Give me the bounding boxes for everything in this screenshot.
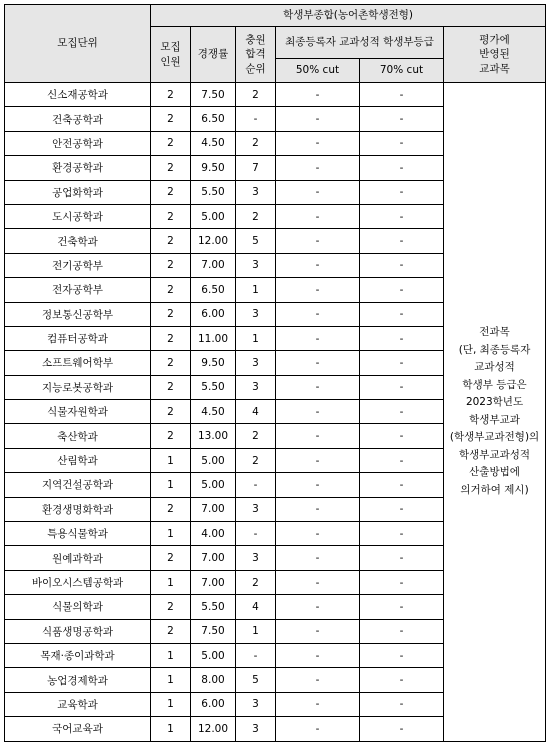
cut50-cell: -	[276, 570, 360, 594]
cut70-cell: -	[360, 570, 444, 594]
recruit-cell: 2	[151, 326, 191, 350]
rank-cell: -	[236, 522, 276, 546]
cut70-cell: -	[360, 424, 444, 448]
cut50-cell: -	[276, 131, 360, 155]
recruit-cell: 2	[151, 351, 191, 375]
unit-cell: 특용식물학과	[5, 522, 151, 546]
unit-cell: 소프트웨어학부	[5, 351, 151, 375]
rank-cell: 2	[236, 83, 276, 107]
unit-cell: 식물의학과	[5, 595, 151, 619]
recruit-cell: 1	[151, 473, 191, 497]
cut70-cell: -	[360, 717, 444, 741]
unit-cell: 교육학과	[5, 692, 151, 716]
cut50-cell: -	[276, 375, 360, 399]
recruit-cell: 2	[151, 83, 191, 107]
cut50-cell: -	[276, 253, 360, 277]
header-subjects-text: 평가에 반영된 교과목	[479, 34, 510, 75]
header-subjects	[444, 27, 546, 83]
ratio-cell: 5.00	[191, 448, 236, 472]
cut50-cell: -	[276, 424, 360, 448]
header-unit: 모집단위	[5, 5, 151, 83]
ratio-cell: 7.00	[191, 570, 236, 594]
cut50-cell: -	[276, 156, 360, 180]
cut70-cell: -	[360, 253, 444, 277]
cut50-cell: -	[276, 180, 360, 204]
ratio-cell: 5.00	[191, 204, 236, 228]
recruit-cell: 2	[151, 546, 191, 570]
cut70-cell: -	[360, 668, 444, 692]
ratio-cell: 7.50	[191, 83, 236, 107]
cut50-cell: -	[276, 619, 360, 643]
ratio-cell: 5.50	[191, 595, 236, 619]
cut70-cell: -	[360, 375, 444, 399]
unit-cell: 안전공학과	[5, 131, 151, 155]
ratio-cell: 7.50	[191, 619, 236, 643]
cut70-cell: -	[360, 302, 444, 326]
ratio-cell: 6.50	[191, 278, 236, 302]
unit-cell: 원예과학과	[5, 546, 151, 570]
cut50-cell: -	[276, 107, 360, 131]
cut70-cell: -	[360, 83, 444, 107]
cut50-cell: -	[276, 668, 360, 692]
recruit-cell: 2	[151, 375, 191, 399]
recruit-cell: 2	[151, 131, 191, 155]
rank-cell: 7	[236, 156, 276, 180]
cut50-cell: -	[276, 546, 360, 570]
header-recruit	[151, 27, 191, 83]
header-group: 학생부종합(농어촌학생전형)	[151, 5, 546, 27]
rank-cell: 5	[236, 668, 276, 692]
recruit-cell: 2	[151, 204, 191, 228]
recruit-cell: 2	[151, 278, 191, 302]
cut70-cell: -	[360, 156, 444, 180]
ratio-cell: 12.00	[191, 229, 236, 253]
cut50-cell: -	[276, 448, 360, 472]
recruit-cell: 2	[151, 302, 191, 326]
ratio-cell: 7.00	[191, 546, 236, 570]
rank-cell: 2	[236, 570, 276, 594]
header-cut70: 70% cut	[360, 59, 444, 83]
rank-cell: 5	[236, 229, 276, 253]
subjects-note	[444, 83, 546, 742]
ratio-cell: 5.00	[191, 643, 236, 667]
recruit-cell: 2	[151, 400, 191, 424]
ratio-cell: 11.00	[191, 326, 236, 350]
rank-cell: 2	[236, 204, 276, 228]
cut70-cell: -	[360, 326, 444, 350]
header-cut50: 50% cut	[276, 59, 360, 83]
rank-cell: 2	[236, 448, 276, 472]
rank-cell: 2	[236, 424, 276, 448]
recruit-cell: 2	[151, 619, 191, 643]
unit-cell: 식물자원학과	[5, 400, 151, 424]
cut70-cell: -	[360, 692, 444, 716]
unit-cell: 환경공학과	[5, 156, 151, 180]
recruit-cell: 1	[151, 448, 191, 472]
unit-cell: 축산학과	[5, 424, 151, 448]
header-ratio: 경쟁률	[191, 27, 236, 83]
ratio-cell: 7.00	[191, 497, 236, 521]
rank-cell: 1	[236, 278, 276, 302]
cut70-cell: -	[360, 351, 444, 375]
recruit-cell: 1	[151, 717, 191, 741]
unit-cell: 신소재공학과	[5, 83, 151, 107]
rank-cell: 3	[236, 692, 276, 716]
recruit-cell: 1	[151, 570, 191, 594]
cut70-cell: -	[360, 204, 444, 228]
ratio-cell: 8.00	[191, 668, 236, 692]
ratio-cell: 6.00	[191, 302, 236, 326]
unit-cell: 바이오시스템공학과	[5, 570, 151, 594]
cut50-cell: -	[276, 497, 360, 521]
unit-cell: 정보통신공학부	[5, 302, 151, 326]
unit-cell: 지능로봇공학과	[5, 375, 151, 399]
recruit-cell: 2	[151, 595, 191, 619]
header-recruit-text: 모집 인원	[160, 41, 181, 68]
ratio-cell: 9.50	[191, 351, 236, 375]
unit-cell: 도시공학과	[5, 204, 151, 228]
admission-results-table	[4, 4, 546, 742]
cut50-cell: -	[276, 326, 360, 350]
ratio-cell: 6.00	[191, 692, 236, 716]
rank-cell: 4	[236, 595, 276, 619]
cut70-cell: -	[360, 180, 444, 204]
ratio-cell: 7.00	[191, 253, 236, 277]
ratio-cell: 5.50	[191, 375, 236, 399]
header-final-grade: 최종등록자 교과성적 학생부등급	[276, 27, 444, 59]
cut70-cell: -	[360, 400, 444, 424]
cut70-cell: -	[360, 448, 444, 472]
cut50-cell: -	[276, 302, 360, 326]
header-rank	[236, 27, 276, 83]
ratio-cell: 6.50	[191, 107, 236, 131]
unit-cell: 컴퓨터공학과	[5, 326, 151, 350]
ratio-cell: 4.50	[191, 400, 236, 424]
cut50-cell: -	[276, 692, 360, 716]
cut70-cell: -	[360, 107, 444, 131]
cut50-cell: -	[276, 351, 360, 375]
cut70-cell: -	[360, 595, 444, 619]
subjects-note-text: 전과목 (단, 최종등록자 교과성적 학생부 등급은 2023학년도 학생부교과 (학생부교과전형)의 학생부교과성적 산출방법에 의거하여 제시)	[449, 326, 540, 496]
cut50-cell: -	[276, 229, 360, 253]
ratio-cell: 13.00	[191, 424, 236, 448]
recruit-cell: 2	[151, 424, 191, 448]
recruit-cell: 2	[151, 229, 191, 253]
rank-cell: 3	[236, 717, 276, 741]
rank-cell: 3	[236, 180, 276, 204]
recruit-cell: 2	[151, 497, 191, 521]
cut70-cell: -	[360, 278, 444, 302]
cut50-cell: -	[276, 400, 360, 424]
cut50-cell: -	[276, 83, 360, 107]
unit-cell: 건축학과	[5, 229, 151, 253]
rank-cell: 2	[236, 131, 276, 155]
cut50-cell: -	[276, 278, 360, 302]
recruit-cell: 2	[151, 180, 191, 204]
unit-cell: 식품생명공학과	[5, 619, 151, 643]
recruit-cell: 2	[151, 156, 191, 180]
cut70-cell: -	[360, 522, 444, 546]
recruit-cell: 1	[151, 668, 191, 692]
cut50-cell: -	[276, 522, 360, 546]
rank-cell: -	[236, 107, 276, 131]
rank-cell: 3	[236, 302, 276, 326]
ratio-cell: 12.00	[191, 717, 236, 741]
cut70-cell: -	[360, 619, 444, 643]
unit-cell: 환경생명화학과	[5, 497, 151, 521]
rank-cell: 3	[236, 546, 276, 570]
rank-cell: 3	[236, 497, 276, 521]
rank-cell: 1	[236, 326, 276, 350]
cut50-cell: -	[276, 643, 360, 667]
unit-cell: 농업경제학과	[5, 668, 151, 692]
cut70-cell: -	[360, 643, 444, 667]
ratio-cell: 4.00	[191, 522, 236, 546]
ratio-cell: 4.50	[191, 131, 236, 155]
unit-cell: 전자공학부	[5, 278, 151, 302]
recruit-cell: 1	[151, 522, 191, 546]
rank-cell: 1	[236, 619, 276, 643]
cut70-cell: -	[360, 229, 444, 253]
unit-cell: 공업화학과	[5, 180, 151, 204]
header-rank-text: 충원 합격 순위	[245, 34, 266, 75]
rank-cell: 4	[236, 400, 276, 424]
recruit-cell: 1	[151, 643, 191, 667]
recruit-cell: 2	[151, 107, 191, 131]
cut70-cell: -	[360, 546, 444, 570]
cut50-cell: -	[276, 473, 360, 497]
rank-cell: -	[236, 643, 276, 667]
unit-cell: 국어교육과	[5, 717, 151, 741]
cut50-cell: -	[276, 595, 360, 619]
cut70-cell: -	[360, 131, 444, 155]
cut50-cell: -	[276, 204, 360, 228]
rank-cell: 3	[236, 351, 276, 375]
ratio-cell: 9.50	[191, 156, 236, 180]
ratio-cell: 5.50	[191, 180, 236, 204]
cut50-cell: -	[276, 717, 360, 741]
rank-cell: 3	[236, 253, 276, 277]
cut70-cell: -	[360, 497, 444, 521]
unit-cell: 목재·종이과학과	[5, 643, 151, 667]
unit-cell: 건축공학과	[5, 107, 151, 131]
rank-cell: -	[236, 473, 276, 497]
table-row	[5, 83, 546, 107]
recruit-cell: 2	[151, 253, 191, 277]
unit-cell: 지역건설공학과	[5, 473, 151, 497]
ratio-cell: 5.00	[191, 473, 236, 497]
recruit-cell: 1	[151, 692, 191, 716]
unit-cell: 전기공학부	[5, 253, 151, 277]
unit-cell: 산림학과	[5, 448, 151, 472]
cut70-cell: -	[360, 473, 444, 497]
rank-cell: 3	[236, 375, 276, 399]
